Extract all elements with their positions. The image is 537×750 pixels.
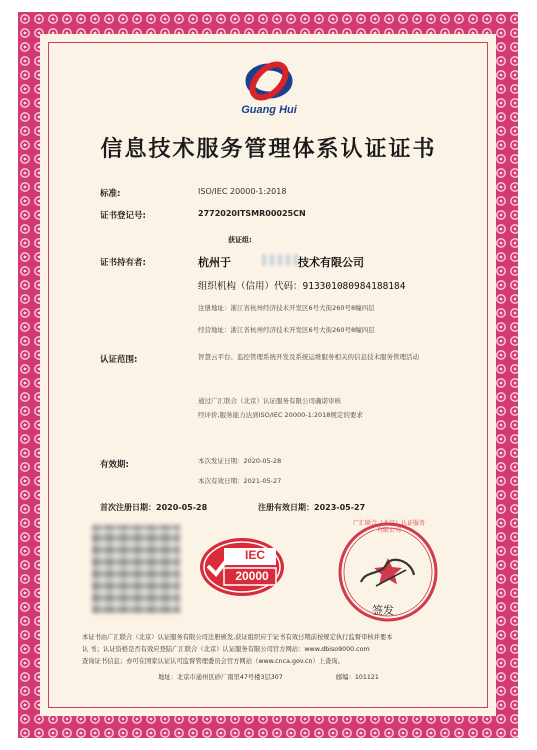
footer-postal: 邮编：101121 bbox=[336, 674, 379, 681]
footer-line1: 本证书由广汇联合（北京）认证服务有限公司注册颁发,获证组织应于证书有效日期前按规定执行监督审核并要本 bbox=[82, 634, 393, 641]
statement-line2: 经评价,服务能力达到ISO/IEC 20000-1:2018规定的要求 bbox=[198, 411, 363, 419]
holder-name-prefix: 杭州于 bbox=[198, 256, 231, 269]
guanghui-logo-icon bbox=[234, 55, 304, 110]
standard-value: ISO/IEC 20000-1:2018 bbox=[198, 187, 287, 196]
redacted-qr-code bbox=[92, 525, 180, 613]
sub-label: 获证组: bbox=[228, 236, 252, 244]
footer-line3: 查询证书信息；亦可在国家认证认可监督管理委员会官方网站（www.cnca.gov.cn）上查询。 bbox=[82, 658, 344, 665]
signature-label: 签发 bbox=[372, 604, 394, 617]
validity-label: 有效期: bbox=[100, 460, 129, 470]
holder-label: 证书持有者: bbox=[100, 258, 146, 268]
registration-expiry-date: 注册有效日期：2023-05-27 bbox=[258, 503, 366, 512]
registration-label: 证书登记号: bbox=[100, 211, 146, 221]
seal-text: 广汇联合（北京）认证服务有限公司 bbox=[352, 520, 425, 534]
logo-text: Guang Hui bbox=[241, 104, 297, 116]
iec-badge-bottom: 20000 bbox=[235, 569, 269, 583]
first-registration-date: 首次注册日期：2020-05-28 bbox=[100, 503, 208, 512]
issue-date: 本次发证日期：2020-05-28 bbox=[198, 457, 282, 465]
holder-name-suffix: 技术有限公司 bbox=[298, 256, 364, 269]
scope-label: 认证范围: bbox=[100, 355, 138, 365]
scope-text: 智慧云平台、监控管理系统开发及系统运维服务相关的信息技术服务管理活动 bbox=[198, 353, 419, 361]
iec-20000-badge-icon bbox=[198, 536, 286, 598]
org-code: 组织机构（信用）代码：913301080984188184 bbox=[198, 281, 406, 292]
redacted-name-part bbox=[262, 254, 298, 266]
certificate-title: 信息技术服务管理体系认证证书 bbox=[100, 137, 437, 162]
iec-badge-top: IEC bbox=[244, 548, 265, 562]
expire-date: 本次有效日期：2021-05-27 bbox=[198, 477, 282, 485]
reg-address: 注册地址：浙江省杭州经济技术开发区6号大街260号8幢四层 bbox=[198, 304, 375, 312]
statement-line1: 通过广汇联合（北京）认证服务有限公司确诺审核 bbox=[198, 397, 341, 405]
standard-label: 标准: bbox=[100, 189, 121, 199]
footer-line2: 认 书；认证资格是否有效应登陆广汇联合（北京）认证服务有限公司官方网站：www.dbiso9000.com bbox=[82, 646, 370, 653]
registration-value: 2772020ITSMR00025CN bbox=[198, 209, 306, 218]
op-address: 经营地址：浙江省杭州经济技术开发区6号大街260号8幢四层 bbox=[198, 326, 375, 334]
footer-address: 地址：北京市通州区砂厂南里47号楼3层307 bbox=[158, 674, 283, 681]
